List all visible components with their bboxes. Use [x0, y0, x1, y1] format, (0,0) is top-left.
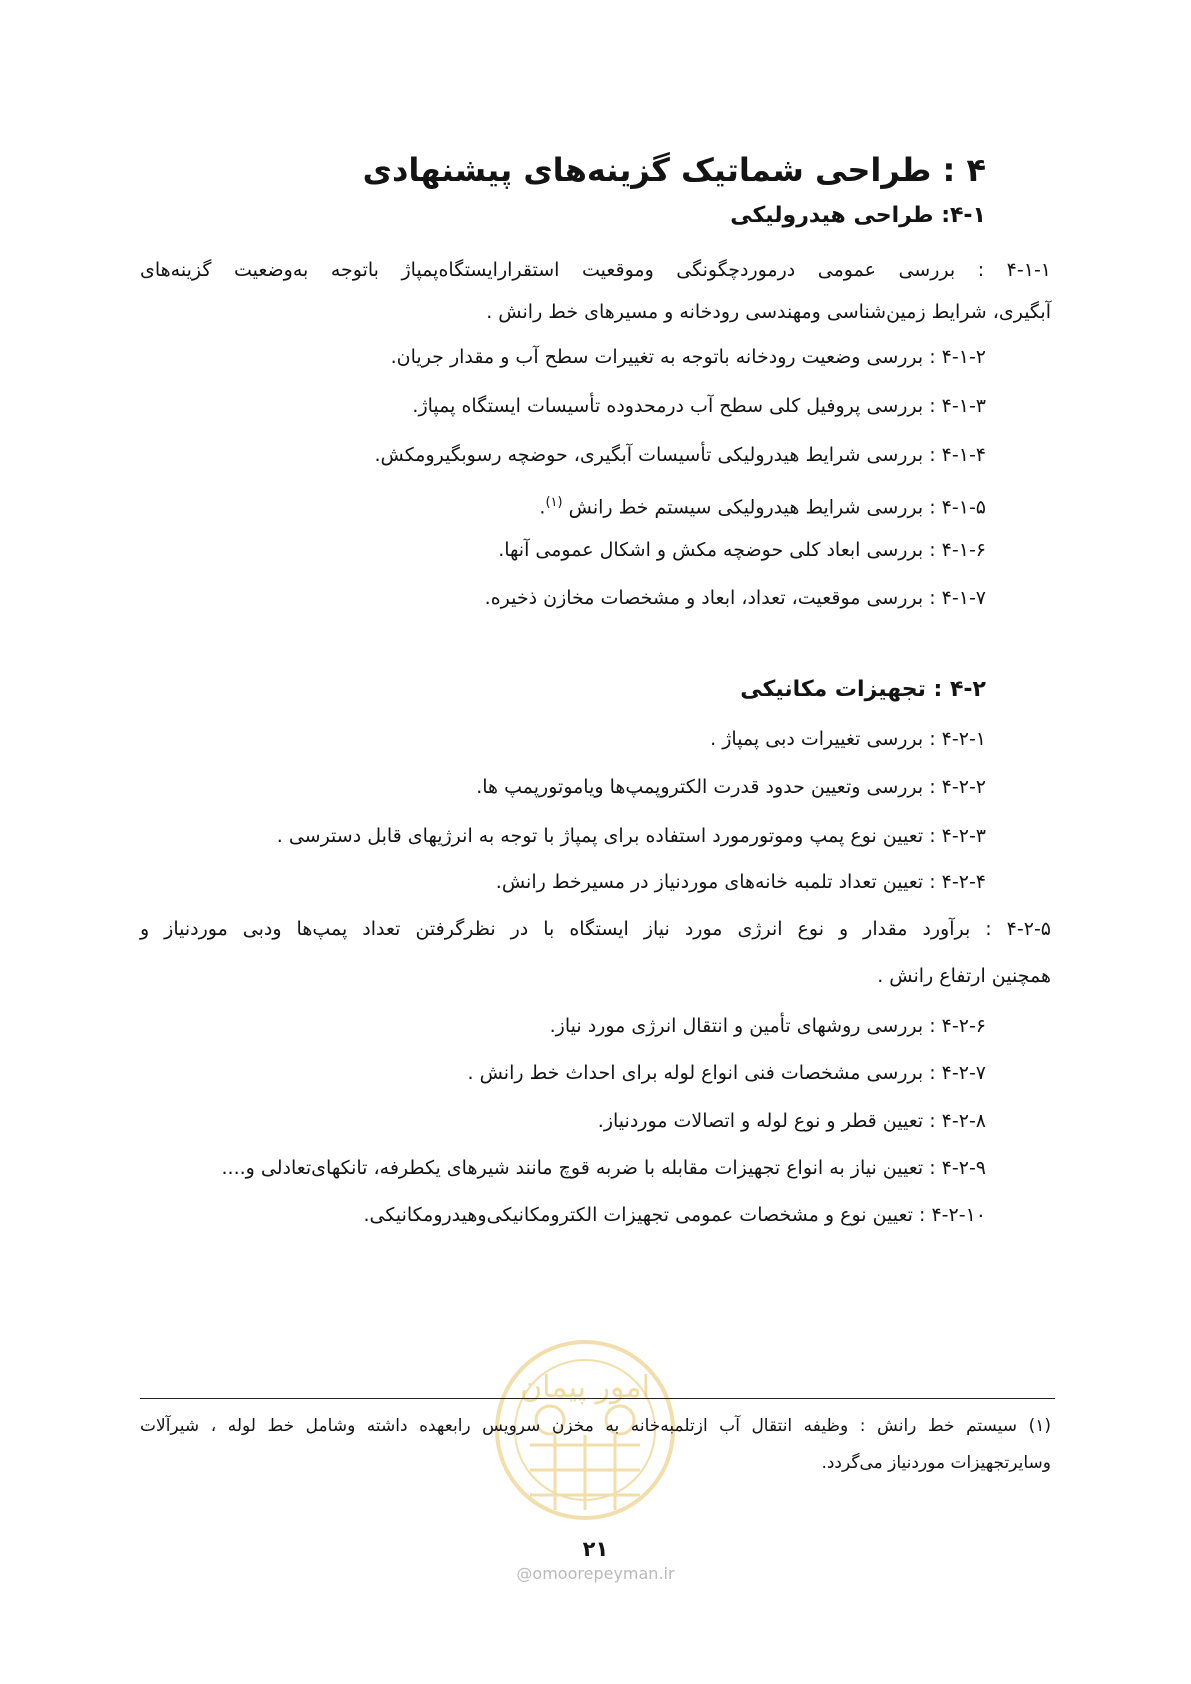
list-item: ۴-۱-۶ : بررسی ابعاد کلی حوضچه مکش و اشکال عمومی آنها.: [498, 539, 986, 561]
watermark-site-text: @omoorepeyman.ir: [516, 1564, 675, 1583]
list-item: ۴-۲-۷ : بررسی مشخصات فنی انواع لوله برای احداث خط رانش .: [467, 1062, 986, 1084]
list-item: [539, 489, 986, 521]
footnote-line: وسایرتجهیزات موردنیاز می‌گردد.: [821, 1453, 1051, 1473]
page-title: ۴ : طراحی شماتیک گزینه‌های پیشنهادی: [362, 151, 986, 189]
list-item: ۴-۱-۲ : بررسی وضعیت رودخانه باتوجه به تغییرات سطح آب و مقدار جریان.: [390, 346, 986, 368]
list-item: ۴-۲-۹ : تعیین نیاز به انواع تجهیزات مقابله با ضربه قوچ مانند شیرهای یکطرفه، تانکهای‌تعادلی و....: [221, 1157, 986, 1179]
list-item: ۴-۲-۳ : تعیین نوع پمپ وموتورمورد استفاده برای پمپاژ با توجه به انرژیهای قابل دسترسی .: [276, 825, 986, 847]
section-heading-hydraulic-design: ۴-۱: طراحی هیدرولیکی: [730, 203, 986, 228]
list-item-text: ۴-۱-۵ : بررسی شرایط هیدرولیکی سیستم خط رانش: [568, 496, 986, 519]
list-item: ۴-۲-۶ : بررسی روشهای تأمین و انتقال انرژی مورد نیاز.: [549, 1015, 986, 1037]
list-item: ۴-۱-۴ : بررسی شرایط هیدرولیکی تأسیسات آبگیری، حوضچه رسوبگیرومکش.: [374, 444, 986, 466]
list-item: ۴-۱-۷ : بررسی موقعیت، تعداد، ابعاد و مشخصات مخازن ذخیره.: [484, 587, 986, 609]
list-item: ۴-۲-۴ : تعیین تعداد تلمبه خانه‌های موردنیاز در مسیرخط رانش.: [495, 871, 986, 893]
watermark-logo-text: امور پیمان: [520, 1370, 650, 1405]
footnote-line: (۱) سیستم خط رانش : وظیفه انتقال آب ازتلمبه‌خانه به مخزن سرویس رابعهده داشته وشامل خط لوله ، شیرآلات: [140, 1416, 1051, 1436]
list-item: ۴-۲-۱۰ : تعیین نوع و مشخصات عمومی تجهیزات الکترومکانیکی‌وهیدرومکانیکی.: [363, 1204, 986, 1226]
list-item: ۴-۱-۳ : بررسی پروفیل کلی سطح آب درمحدوده تأسیسات ایستگاه پمپاژ.: [412, 395, 986, 417]
section-heading-mechanical-equipment: ۴-۲ : تجهیزات مکانیکی: [740, 677, 986, 702]
page-number: ۲۱: [582, 1537, 609, 1561]
list-item-end: .: [539, 496, 546, 519]
list-item: ۴-۲-۱ : بررسی تغییرات دبی پمپاژ .: [710, 728, 986, 750]
list-item: ۴-۲-۸ : تعیین قطر و نوع لوله و اتصالات موردنیاز.: [597, 1110, 986, 1132]
footnote-reference: (۱): [545, 495, 563, 510]
list-item-continuation: همچنین ارتفاع رانش .: [877, 965, 1051, 987]
list-item: ۴-۲-۲ : بررسی وتعیین حدود قدرت الکتروپمپ‌ها ویاموتورپمپ ها.: [476, 776, 986, 798]
list-item: ۴-۲-۵ : برآورد مقدار و نوع انرژی مورد نیاز ایستگاه با در نظرگرفتن تعداد پمپ‌ها ودبی موردنیاز و: [140, 918, 1051, 940]
footnote-divider: [140, 1398, 1055, 1399]
list-item: ۴-۱-۱ : بررسی عمومی درموردچگونگی وموقعیت استقرارایستگاه‌پمپاژ باتوجه به‌وضعیت گزینه‌های: [140, 259, 1051, 281]
list-item-continuation: آبگیری، شرایط زمین‌شناسی ومهندسی رودخانه و مسیرهای خط رانش .: [486, 301, 1051, 323]
